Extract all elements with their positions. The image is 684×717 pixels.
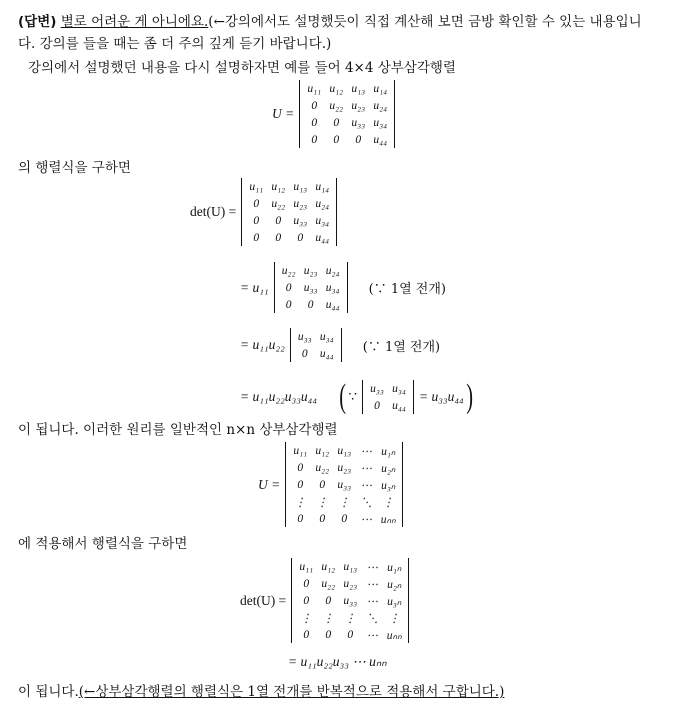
matrix-entry: 0 — [319, 512, 326, 525]
matrix-row — [295, 609, 405, 626]
det-step-3: = u₁₁u₂₂u₃₃u₄₄ ( ∵ u₃₃ u₃₄ 0 u₄₄ = u₃₃u₄₄ ) — [240, 378, 473, 415]
conclusion-line — [18, 682, 504, 702]
det-intro-line: 의 행렬식을 구하면 — [18, 160, 131, 176]
matrix-entry: u₂₂ — [321, 577, 336, 590]
matrix-row — [294, 328, 338, 345]
matrix-entry: ⋯ — [360, 445, 372, 458]
matrix-entry: u₁₃ — [293, 180, 308, 193]
matrix-entry: 0 — [253, 231, 260, 244]
matrix-entry: 0 — [333, 133, 340, 146]
matrix-entry: 0 — [253, 197, 260, 210]
U-label: U = — [272, 106, 295, 121]
matrix-entry: u₁₁ — [249, 180, 264, 193]
matrix-entry: ⋱ — [360, 496, 372, 509]
matrix-row — [289, 510, 399, 527]
matrix-entry: 0 — [285, 298, 292, 311]
matrix-entry: u₃ₙ — [387, 595, 402, 608]
matrix-entry: 0 — [275, 214, 282, 227]
step3-rhs: = u₃₃u₄₄ — [418, 389, 464, 404]
matrix-entry: ⋯ — [366, 629, 378, 642]
step2-note: (∵ 1열 전개) — [362, 339, 441, 355]
matrix-entry: u₃₄ — [319, 330, 334, 343]
matrix-entry: u₄₄ — [373, 133, 388, 146]
matrix-entry: u₃₄ — [373, 116, 388, 129]
matrix-entry: 0 — [333, 116, 340, 129]
det-matrix-nxn — [291, 558, 409, 643]
matrix-entry: ⋮ — [382, 496, 394, 509]
matrix-entry: 0 — [311, 99, 318, 112]
apply-line: 에 적용해서 행렬식을 구하면 — [18, 536, 188, 552]
matrix-entry: ⋮ — [388, 612, 400, 625]
answer-label: (답변) — [18, 14, 57, 30]
matrix-entry: ⋮ — [338, 496, 350, 509]
matrix-entry: 0 — [303, 594, 310, 607]
matrix-entry: u₁₁ — [293, 444, 308, 457]
matrix-entry: uₙₙ — [386, 629, 402, 642]
matrix-entry: ⋯ — [360, 462, 372, 475]
matrix-entry: 0 — [301, 347, 308, 360]
matrix-entry: u₂₂ — [271, 197, 286, 210]
matrix-row — [289, 476, 399, 493]
matrix-entry: u₂₃ — [303, 264, 318, 277]
matrix-row — [303, 80, 391, 97]
matrix-entry: u₂₂ — [315, 461, 330, 474]
matrix-entry: u₁₃ — [337, 444, 352, 457]
matrix-entry: u₁ₙ — [387, 561, 402, 574]
det-4x4-equation — [190, 178, 342, 246]
det-matrix-2x2-b — [362, 380, 414, 414]
matrix-entry: u₃ₙ — [381, 479, 396, 492]
matrix-entry: 0 — [355, 133, 362, 146]
answer-underlined: 별로 어려운 게 아니에요. — [60, 14, 209, 30]
matrix-entry: u₁₁ — [299, 560, 314, 573]
matrix-row — [289, 493, 399, 510]
matrix-entry: 0 — [297, 478, 304, 491]
matrix-row — [295, 592, 405, 609]
matrix-entry: u₁₂ — [315, 444, 330, 457]
matrix-entry: u₂₃ — [337, 461, 352, 474]
final-result: = u₁₁u₂₂u₃₃ ⋯ uₙₙ — [288, 654, 387, 669]
matrix-row — [245, 195, 333, 212]
matrix-entry: u₃₄ — [392, 382, 406, 395]
matrix-entry: u₃₃ — [370, 382, 384, 395]
matrix-entry: u₂ₙ — [381, 462, 396, 475]
matrix-entry: u₃₃ — [293, 214, 308, 227]
matrix-entry: u₂₃ — [351, 99, 366, 112]
matrix-entry: 0 — [347, 628, 354, 641]
matrix-entry: 0 — [303, 628, 310, 641]
matrix-entry: u₁₄ — [315, 180, 330, 193]
matrix-entry: ⋮ — [344, 612, 356, 625]
matrix-entry: uₙₙ — [380, 513, 396, 526]
det-matrix-3x3 — [274, 262, 348, 313]
matrix-row — [294, 345, 338, 362]
matrix-entry: ⋮ — [294, 496, 306, 509]
step1-coef: = u₁₁ — [240, 279, 269, 295]
matrix-entry: 0 — [297, 231, 304, 244]
step2-coef: = u₁₁u₂₂ — [240, 337, 285, 352]
matrix-row — [366, 397, 410, 414]
matrix-entry: u₄₄ — [315, 231, 330, 244]
matrix-row — [278, 296, 344, 313]
matrix-entry: ⋯ — [366, 561, 378, 574]
matrix-entry: ⋯ — [366, 595, 378, 608]
matrix-entry: u₂₃ — [293, 197, 308, 210]
matrix-entry: u₂₂ — [281, 264, 296, 277]
because-symbol: ∵ — [348, 389, 357, 404]
matrix-row — [278, 279, 344, 296]
det-nxn-equation — [240, 558, 414, 643]
matrix-entry: u₂₄ — [315, 197, 330, 210]
general-line: 이 됩니다. 이러한 원리를 일반적인 n×n 상부삼각행렬 — [18, 422, 338, 438]
U-4x4-equation — [272, 80, 400, 148]
matrix-entry: 0 — [253, 214, 260, 227]
matrix-entry: 0 — [297, 461, 304, 474]
matrix-entry: 0 — [307, 298, 314, 311]
matrix-entry: u₃₃ — [343, 594, 358, 607]
matrix-entry: ⋯ — [366, 578, 378, 591]
answer-line-1 — [18, 12, 642, 32]
answer-line-2: 다. 강의를 들을 때는 좀 더 주의 깊게 듣기 바랍니다.) — [18, 36, 332, 52]
matrix-entry: u₁₃ — [351, 82, 366, 95]
matrix-entry: ⋯ — [360, 479, 372, 492]
matrix-entry: u₂₂ — [329, 99, 344, 112]
U-label-n: U = — [258, 476, 281, 492]
matrix-entry: u₄₄ — [392, 399, 406, 412]
matrix-entry: u₃₃ — [297, 330, 312, 343]
step1-note: (∵ 1열 전개) — [368, 282, 446, 297]
det-matrix-4x4 — [241, 178, 337, 246]
matrix-row — [366, 380, 410, 397]
det-matrix-2x2 — [290, 328, 342, 362]
matrix-nxn — [285, 442, 403, 527]
matrix-entry: u₃₄ — [325, 281, 340, 294]
conclusion-underlined: (←상부삼각행렬의 행렬식은 1열 전개를 반복적으로 적용해서 구합니다.) — [78, 684, 505, 700]
matrix-entry: u₁₃ — [343, 560, 358, 573]
matrix-row — [278, 262, 344, 279]
matrix-entry: u₁ₙ — [381, 445, 396, 458]
conclusion-text: 이 됩니다. — [18, 684, 79, 700]
matrix-entry: u₄₄ — [319, 347, 334, 360]
answer-rest: (←강의에서도 설명했듯이 직접 계산해 보면 금방 확인할 수 있는 내용입니 — [208, 14, 642, 30]
matrix-entry: u₁₁ — [307, 82, 322, 95]
explain-line: 강의에서 설명했던 내용을 다시 설명하자면 예를 들어 4×4 상부삼각행렬 — [28, 60, 456, 76]
step3-lhs: = u₁₁u₂₂u₃₃u₄₄ — [240, 389, 318, 404]
matrix-entry: ⋮ — [316, 496, 328, 509]
matrix-entry: ⋱ — [366, 612, 378, 625]
det-label-n: det(U) = — [240, 592, 287, 608]
matrix-row — [303, 131, 391, 148]
matrix-entry: u₃₄ — [315, 214, 330, 227]
U-nxn-equation — [258, 442, 408, 527]
matrix-row — [295, 626, 405, 643]
matrix-entry: 0 — [297, 512, 304, 525]
matrix-entry: u₁₂ — [329, 82, 344, 95]
matrix-entry: 0 — [325, 594, 332, 607]
matrix-4x4 — [299, 80, 395, 148]
matrix-row — [289, 459, 399, 476]
det-step-2 — [240, 328, 440, 362]
matrix-entry: u₂₄ — [373, 99, 388, 112]
matrix-entry: u₃₃ — [303, 281, 318, 294]
matrix-entry: u₁₂ — [321, 560, 336, 573]
matrix-entry: u₂ₙ — [387, 578, 402, 591]
matrix-entry: 0 — [285, 281, 292, 294]
det-label: det(U) = — [190, 204, 237, 219]
matrix-entry: 0 — [341, 512, 348, 525]
matrix-entry: 0 — [325, 628, 332, 641]
matrix-entry: ⋮ — [300, 612, 312, 625]
matrix-row — [295, 558, 405, 575]
matrix-entry: u₄₄ — [325, 298, 340, 311]
matrix-entry: u₂₃ — [343, 577, 358, 590]
matrix-row — [303, 114, 391, 131]
matrix-row — [289, 442, 399, 459]
matrix-row — [245, 178, 333, 195]
matrix-entry: u₁₂ — [271, 180, 286, 193]
matrix-row — [303, 97, 391, 114]
det-step-1 — [240, 262, 446, 313]
matrix-entry: 0 — [275, 231, 282, 244]
matrix-entry: 0 — [311, 116, 318, 129]
matrix-entry: u₁₄ — [373, 82, 388, 95]
matrix-entry: 0 — [311, 133, 318, 146]
matrix-entry: u₃₃ — [351, 116, 366, 129]
matrix-entry: ⋮ — [322, 612, 334, 625]
matrix-entry: 0 — [319, 478, 326, 491]
matrix-entry: u₃₃ — [337, 478, 352, 491]
matrix-entry: ⋯ — [360, 513, 372, 526]
matrix-row — [245, 212, 333, 229]
matrix-entry: 0 — [374, 399, 380, 412]
matrix-entry: 0 — [303, 577, 310, 590]
matrix-entry: u₂₄ — [325, 264, 340, 277]
matrix-row — [295, 575, 405, 592]
matrix-row — [245, 229, 333, 246]
